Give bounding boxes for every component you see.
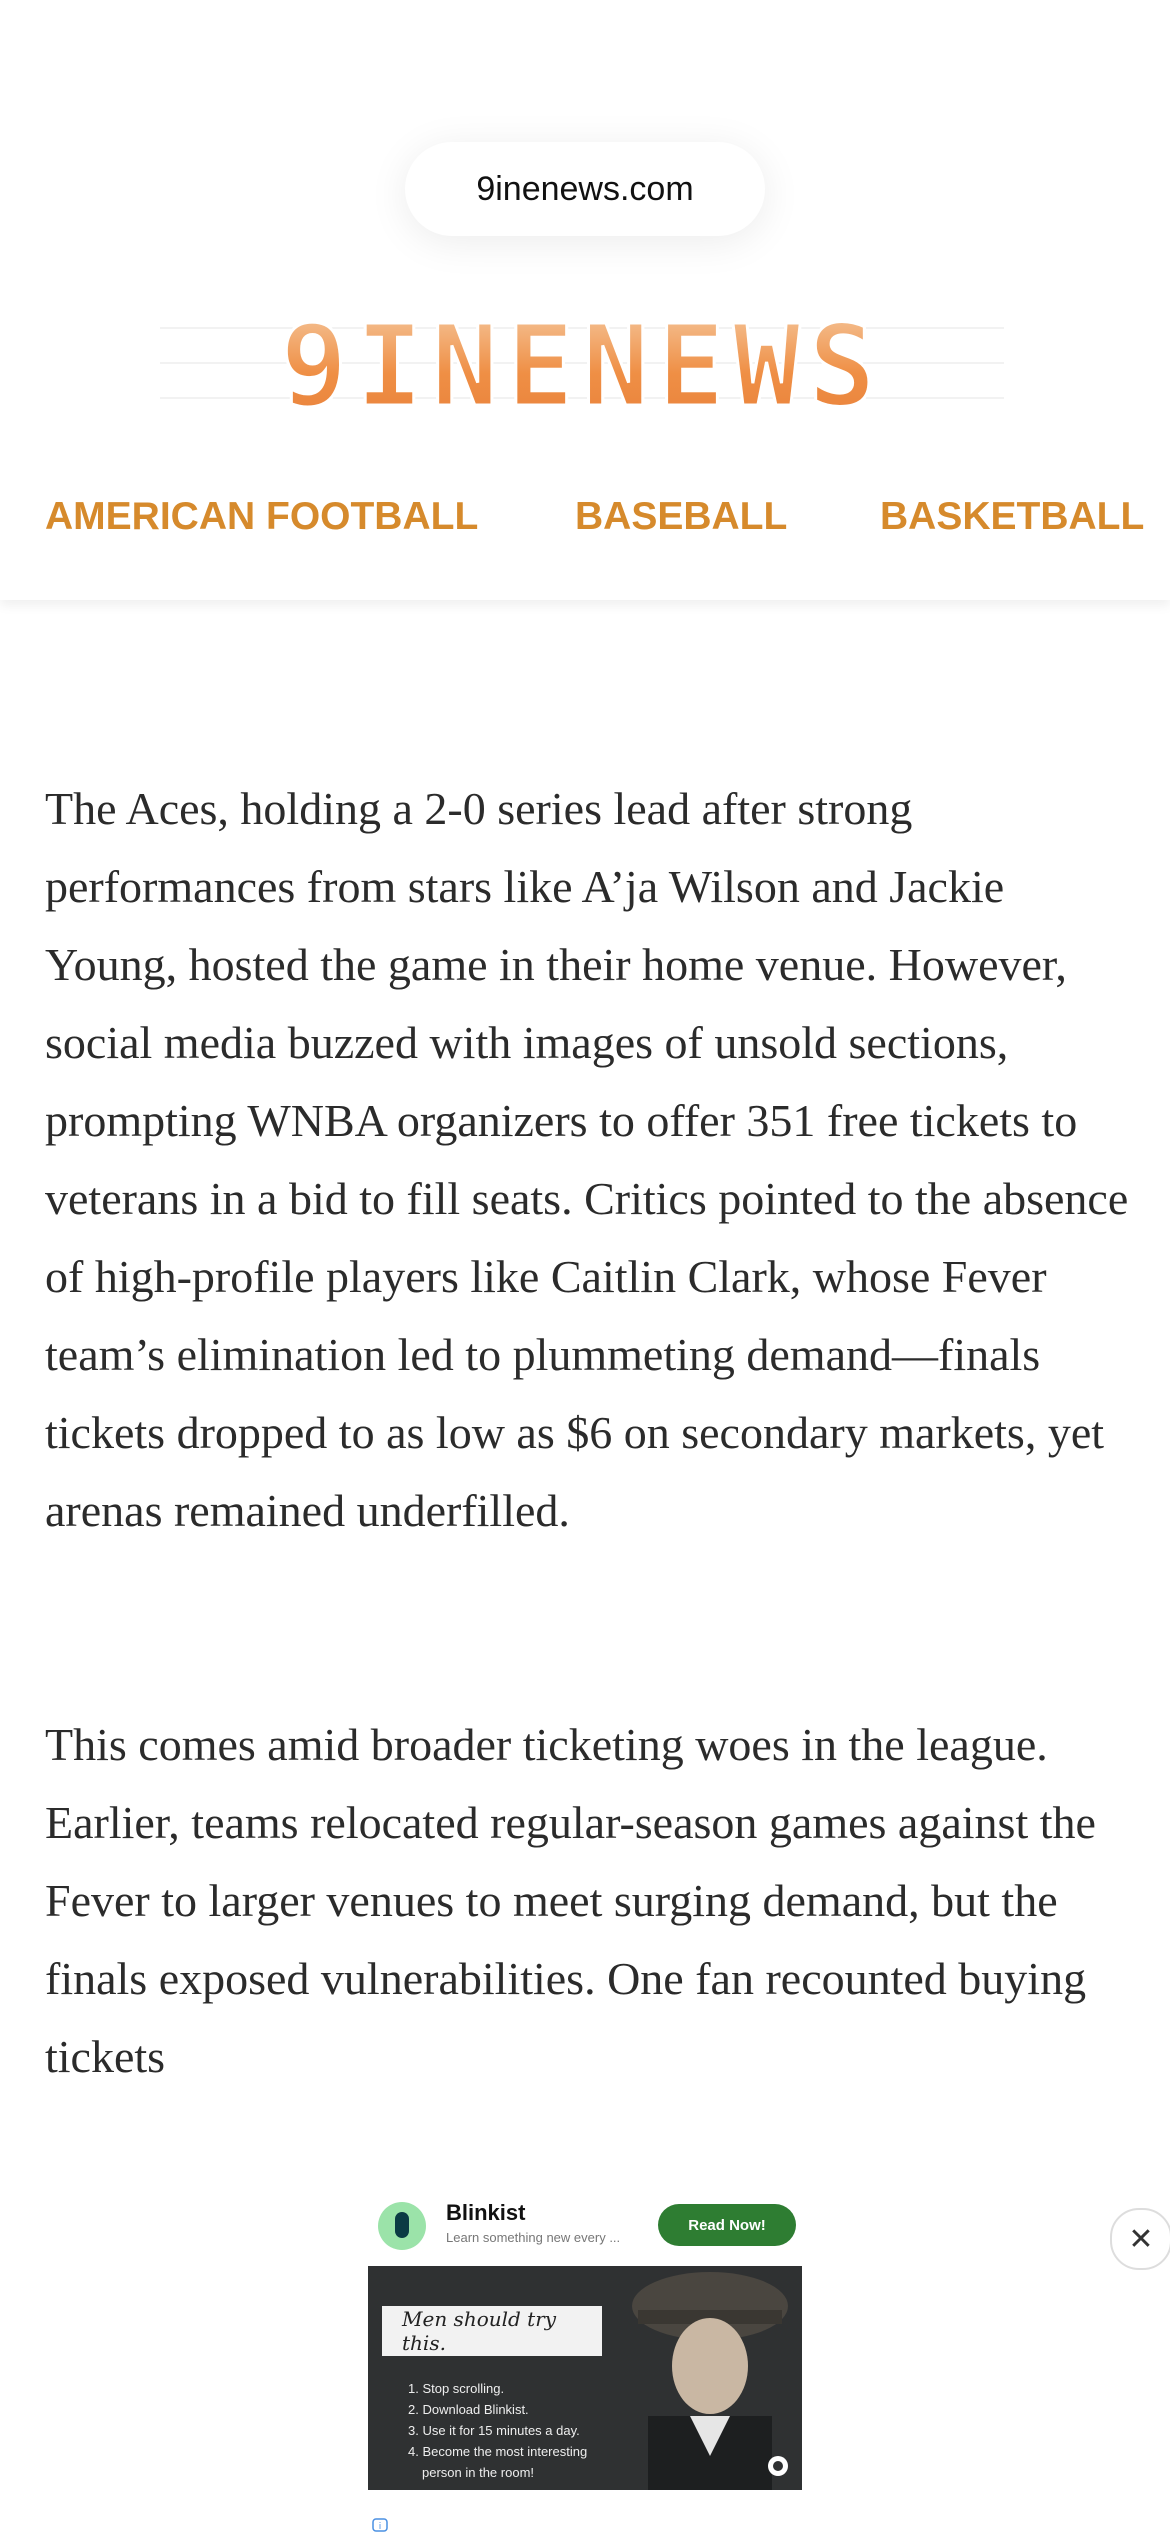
article-paragraph: The Aces, holding a 2-0 series lead after strong performances from stars like A’ja Wilson and Jackie Young, hosted the game in their home venue. However, social media buzzed with images of unsold sections, prompting WNBA organizers to offer 351 free tickets to veterans in a bid to fill seats. Critics pointed to the absence of high-profile players like Caitlin Clark, whose Fever team’s elimination led to plummeting demand—finals tickets dropped to as low as $6 on secondary markets, yet arenas remained underfilled. (45, 783, 1129, 1536)
ad-brand: Blinkist (446, 2200, 526, 2225)
site-header (0, 0, 1170, 600)
ad-choices-icon[interactable] (372, 2518, 388, 2532)
svg-text:9INENEWS: 9INENEWS (280, 308, 884, 418)
blinkist-logo-icon (378, 2202, 426, 2250)
article-body (45, 770, 1135, 2160)
article-paragraph: This comes amid broader ticketing woes in the league. Earlier, teams relocated regular-season games against the Fever to larger venues to meet surging demand, but the finals exposed vulnerabilities. One fan recounted buying tickets (45, 1719, 1096, 2082)
ad-step: 3. Use it for 15 minutes a day. (408, 2423, 580, 2438)
close-ad-button[interactable]: ✕ (1110, 2208, 1170, 2270)
ad-read-now-button[interactable]: Read Now! (658, 2204, 796, 2246)
nav-american-football[interactable]: AMERICAN FOOTBALL (45, 495, 479, 538)
svg-text:i: i (378, 2522, 382, 2532)
nav-basketball[interactable]: BASKETBALL (880, 495, 1145, 538)
ad-step: 4. Become the most interesting (408, 2444, 588, 2459)
category-nav (0, 495, 1170, 555)
ad-container (0, 2180, 1170, 2532)
ad-tagline: Learn something new every ... (446, 2230, 621, 2245)
ad-image[interactable] (368, 2266, 802, 2490)
ad-step: 2. Download Blinkist. (408, 2402, 529, 2417)
ad-headline: Men should try this. (382, 2306, 602, 2356)
blinkist-ad[interactable] (368, 2190, 802, 2500)
site-logo[interactable] (160, 308, 1004, 418)
ad-step: 1. Stop scrolling. (408, 2381, 505, 2396)
url-bar[interactable]: 9inenews.com (405, 142, 765, 236)
ad-steps (408, 2378, 587, 2483)
ad-header (368, 2190, 802, 2258)
nav-baseball[interactable]: BASEBALL (575, 495, 788, 538)
ad-step: person in the room! (422, 2465, 535, 2480)
ad-person-image (618, 2266, 802, 2490)
